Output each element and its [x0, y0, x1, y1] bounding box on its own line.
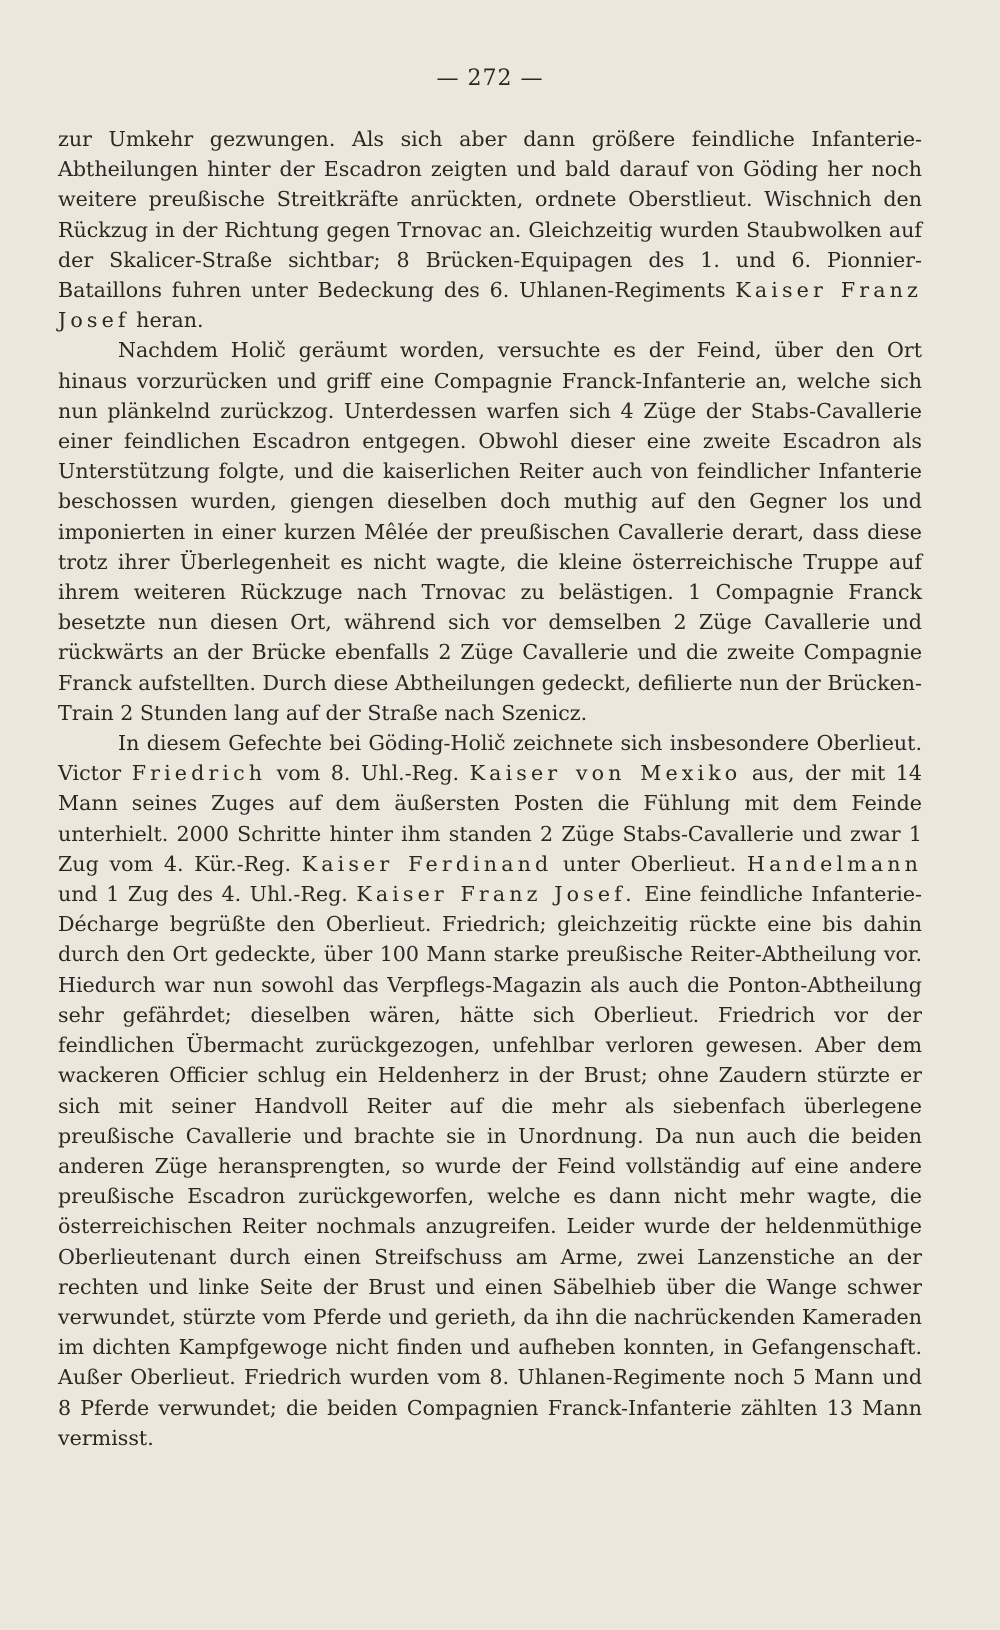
- text-segment: aus, der mit 14 Mann seines Zuges auf dem äußersten Posten die Fühlung mit dem Feinde unterhielt. 2000 Schritte hinter ihm standen 2 Züge Stabs-Cavallerie und zwar 1 Zug vom 4. Kür.-Reg.: [58, 761, 922, 876]
- text-segment: unter Oberlieut.: [552, 851, 747, 876]
- text-segment: zur Umkehr gezwungen. Als sich aber dann größere feindliche Infanterie-Abtheilungen hinter der Escadron zeigten und bald darauf von Göding her noch weitere preußische Streitkräfte anrückten, ordnete Oberstlieut. Wischnich den Rückzug in der Richtung gegen Trnovac an. Gleichzeitig wurden Staubwolken auf der Skalicer-Straße sichtbar; 8 Brücken-Equipagen des 1. und 6. Pionnier-Bataillons fuhren unter Bedeckung des 6. Uhlanen-Regiments: [58, 127, 922, 303]
- text-segment: und 1 Zug des 4. Uhl.-Reg.: [58, 882, 357, 907]
- text-segment: heran.: [129, 308, 204, 333]
- spaced-name: Kaiser Ferdinand: [301, 851, 553, 876]
- body-text: [58, 124, 922, 1453]
- spaced-name: Friedrich: [131, 761, 267, 786]
- spaced-name: Kaiser von Mexiko: [469, 761, 742, 786]
- spaced-name: Handelmann: [747, 851, 922, 876]
- paragraph: [58, 335, 922, 728]
- spaced-name: Kaiser Franz Josef: [58, 278, 922, 333]
- text-segment: vom 8. Uhl.-Reg.: [266, 761, 470, 786]
- text-segment: In diesem Gefechte bei Göding-Holič zeichnete sich insbesondere Oberlieut. Victor: [58, 731, 922, 786]
- text-segment: Eine feindliche Infanterie-Décharge begrüßte den Oberlieut. Friedrich; gleichzeitig rückte eine bis dahin durch den Ort gedeckte, über 100 Mann starke preußische Reiter-Abtheilung vor. Hiedurch war nun sowohl das Verpflegs-Magazin als auch die Ponton-Abtheilung sehr gefährdet; dieselben wären, hätte sich Oberlieut. Friedrich vor der feindlichen Übermacht zurückgezogen, unfehlbar verloren gewesen. Aber dem wackeren Officier schlug ein Heldenherz in der Brust; ohne Zaudern stürzte er sich mit seiner Handvoll Reiter auf die mehr als siebenfach überlegene preußische Cavallerie und brachte sie in Unordnung. Da nun auch die beiden anderen Züge heransprengten, so wurde der Feind vollständig auf eine andere preußische Escadron zurückgeworfen, welche es dann nicht mehr wagte, die österreichischen Reiter nochmals anzugreifen. Leider wurde der heldenmüthige Oberlieutenant durch einen Streifschuss am Arme, zwei Lanzenstiche an der rechten und linke Seite der Brust und einen Säbelhieb über die Wange schwer verwundet, stürzte vom Pferde und gerieth, da ihn die nachrückenden Kameraden im dichten Kampfgewoge nicht finden und aufheben konnten, in Gefangenschaft. Außer Oberlieut. Friedrich wurden vom 8. Uhlanen-Regimente noch 5 Mann und 8 Pferde verwundet; die beiden Compagnien Franck-Infanterie zählten 13 Mann vermisst.: [58, 882, 923, 1450]
- spaced-name: Kaiser Franz Josef.: [356, 882, 636, 907]
- page-number: — 272 —: [436, 66, 544, 91]
- text-segment: Nachdem Holič geräumt worden, versuchte es der Feind, über den Ort hinaus vorzurücken und griff eine Compagnie Franck-Infanterie an, welche sich nun plänkelnd zurückzog. Unterdessen warfen sich 4 Züge der Stabs-Cavallerie einer feindlichen Escadron entgegen. Obwohl dieser eine zweite Escadron als Unterstützung folgte, und die kaiserlichen Reiter auch von feindlicher Infanterie beschossen wurden, giengen dieselben doch muthig auf den Gegner los und imponierten in einer kurzen Mêlée der preußischen Cavallerie derart, dass diese trotz ihrer Überlegenheit es nicht wagte, die kleine österreichische Truppe auf ihrem weiteren Rückzuge nach Trnovac zu belästigen. 1 Compagnie Franck besetzte nun diesen Ort, während sich vor demselben 2 Züge Cavallerie und rückwärts an der Brücke ebenfalls 2 Züge Cavallerie und die zweite Compagnie Franck aufstellten. Durch diese Abtheilungen gedeckt, defilierte nun der Brücken-Train 2 Stunden lang auf der Straße nach Szenicz.: [58, 338, 922, 725]
- paragraph: [58, 124, 922, 335]
- paragraph: [58, 728, 922, 1453]
